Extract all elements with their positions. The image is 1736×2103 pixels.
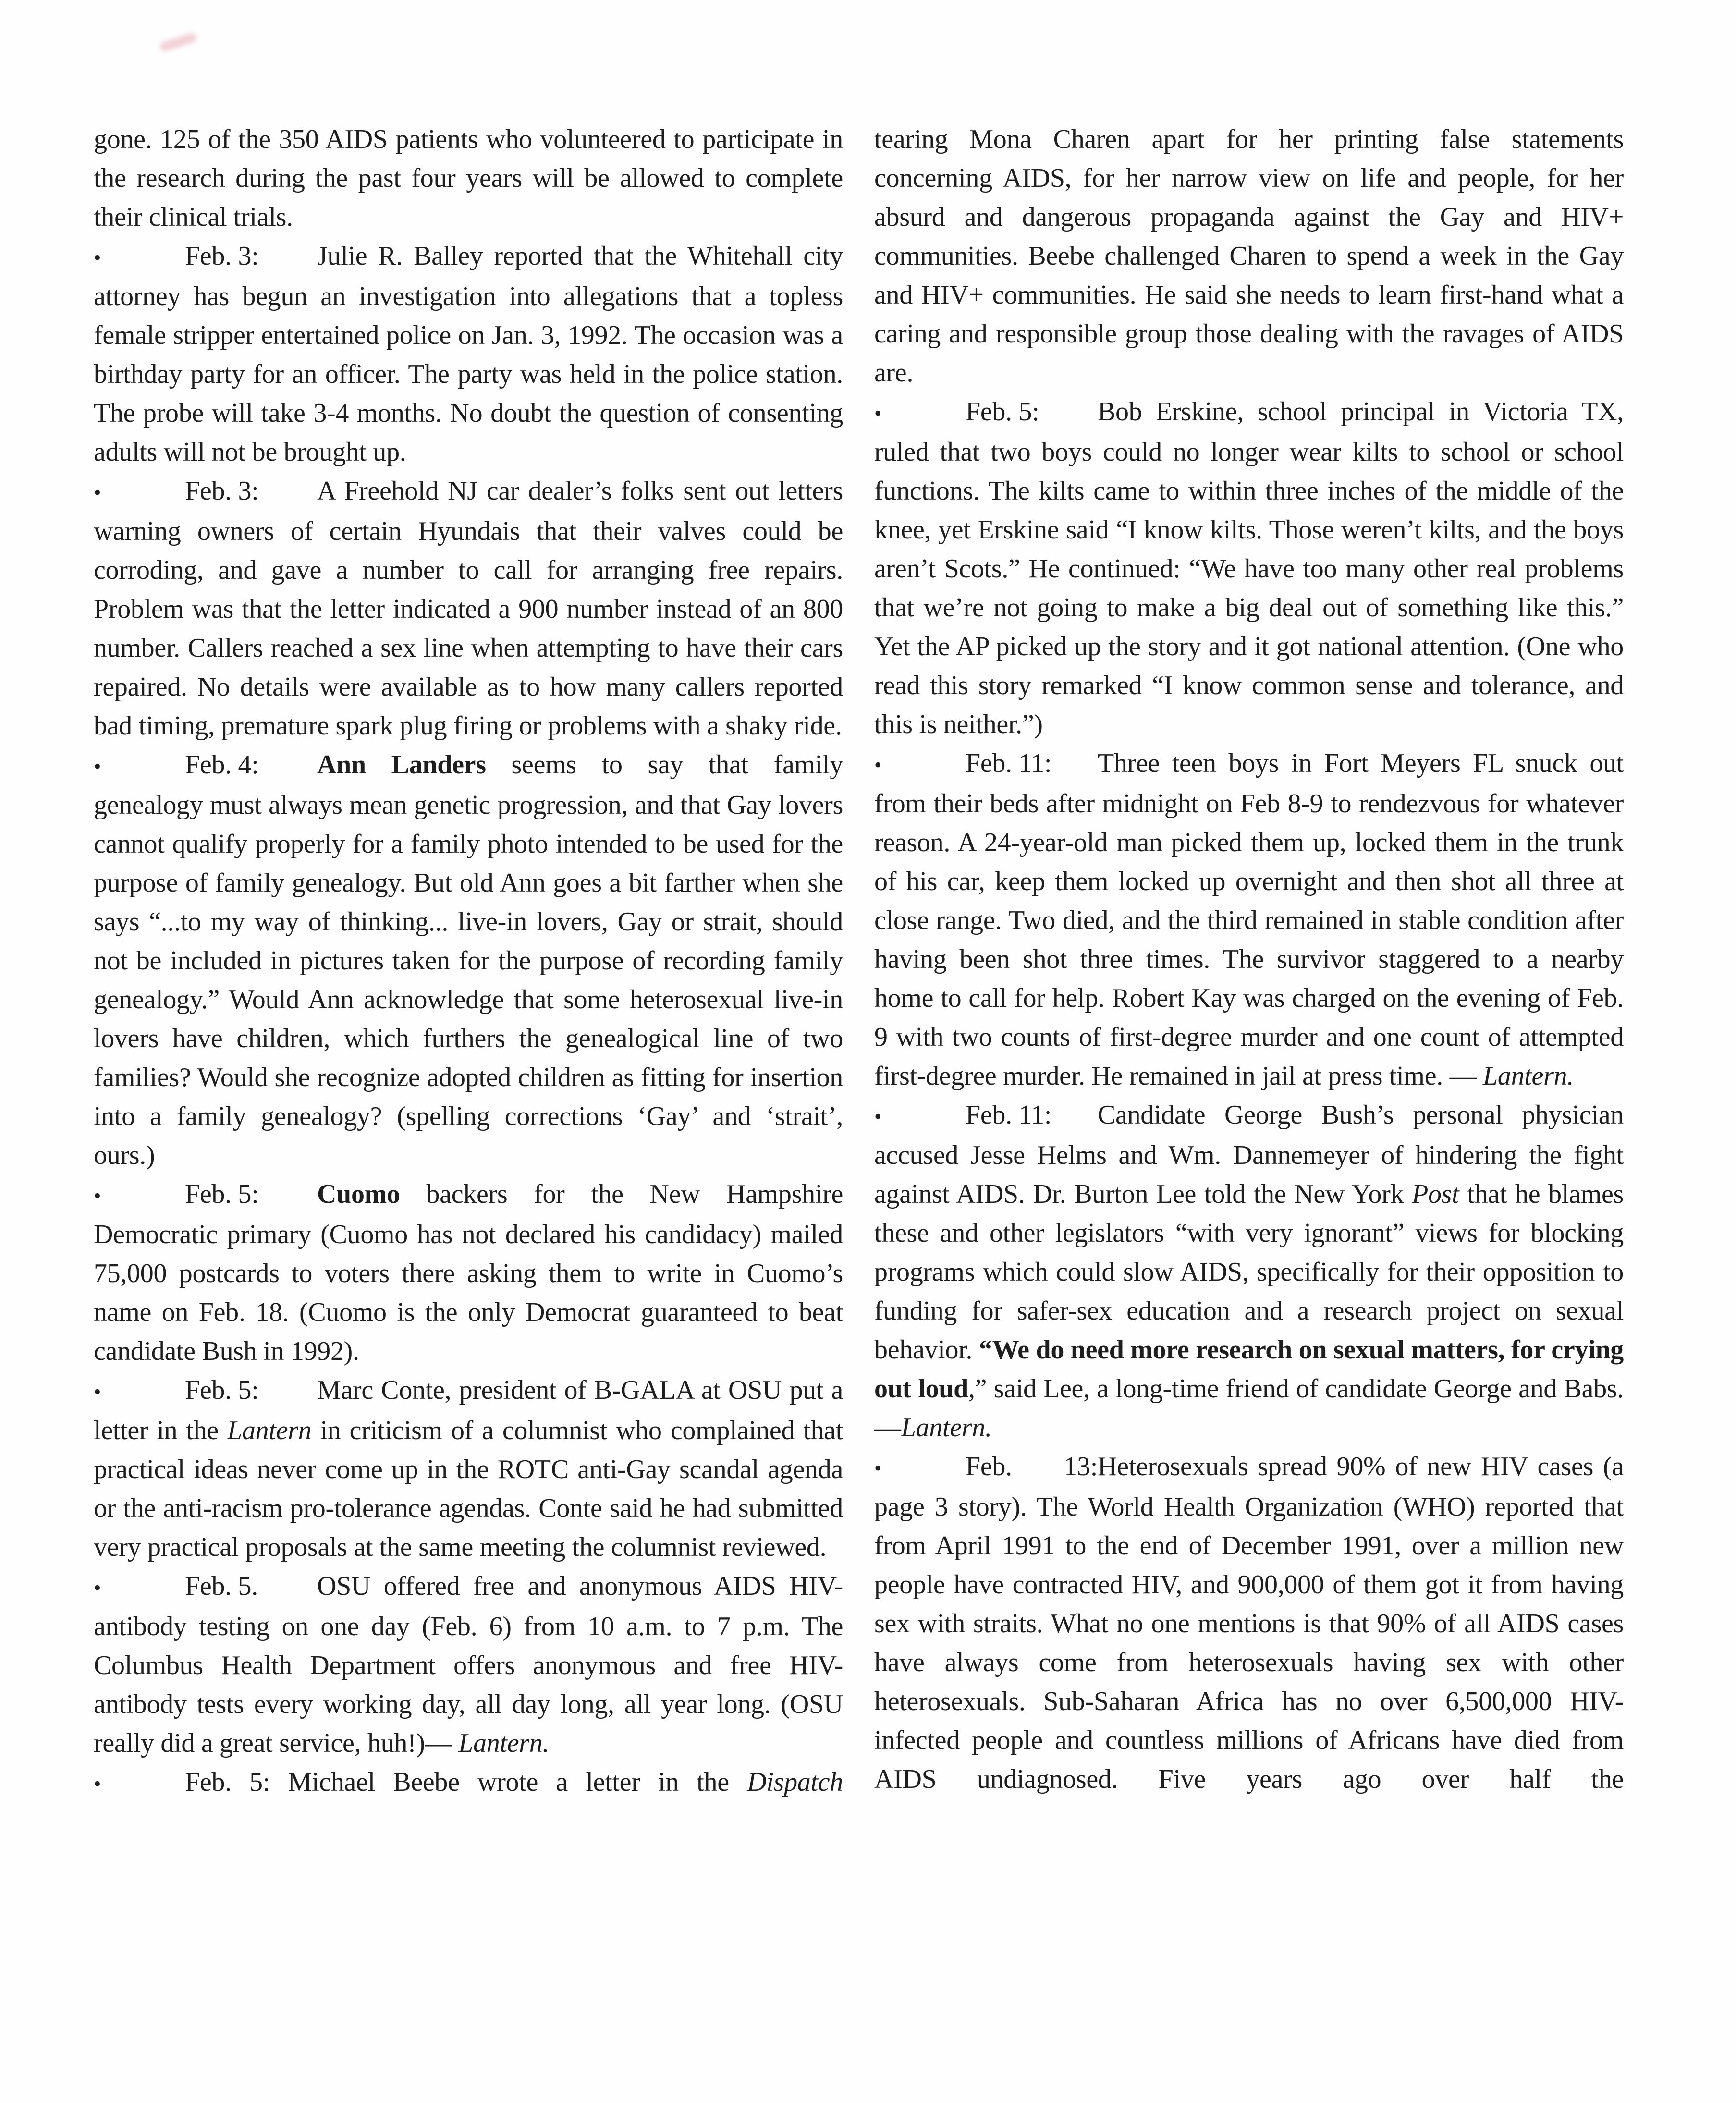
bullet-icon: • [874,1456,882,1480]
bullet-icon: • [94,1772,101,1796]
bullet-icon: • [874,753,882,777]
text-segment: backers for the New Hampshire Democratic primary (Cuomo has not declared his candidacy) mailed 75,000 postcards to voters there asking them to write in Cuomo’s name on Feb. 18. (Cuomo is the only Democrat guaranteed to beat candidate Bush in 1992). [94,1179,843,1366]
text-segment: Lantern [227,1416,312,1445]
date-marker: Feb. 11: [966,1100,1052,1130]
news-entry [874,744,1624,1096]
news-entry [94,1371,843,1567]
news-entry [94,472,843,746]
text-segment: Marc Conte, president of B-GALA at OSU put a letter in the [94,1375,843,1445]
text-segment: Lantern. [901,1413,992,1443]
bullet-icon: • [874,402,882,425]
text-segment: Ann Landers [317,750,486,780]
text-segment: OSU offered free and anonymous AIDS HIV-antibody testing on one day (Feb. 6) from 10 a.m. to 7 p.m. The Columbus Health Department offers anonymous and free HIV-antibody tests every working day, all day long, all year long. (OSU really did a great service, huh!)— [94,1571,843,1758]
date-marker: Feb. 11: [966,748,1052,778]
text-segment: Heterosexuals spread 90% of new HIV cases (a page 3 story). The World Health Organization (WHO) reported that from April 1991 to the end of December 1991, over a million new people have contracted HIV, and 900,000 of them got it from having sex with straits. What no one mentions is that 90% of all AIDS cases have always come from heterosexuals having sex with other heterosexuals. Sub-Saharan Africa has no over 6,500,000 HIV-infected people and countless millions of Africans have died from AIDS undiagnosed. Five years ago over half the [874,1452,1624,1794]
text-segment: Lantern. [1483,1061,1574,1091]
text-segment: seems to say that family genealogy must always mean genetic progression, and that Gay lovers cannot qualify properly for a family photo intended to be used for the purpose of family genealogy. But old Ann goes a bit farther when she says “...to my way of thinking... live-in lovers, Gay or strait, should not be included in pictures taken for the purpose of recording family genealogy.” Would Ann acknowledge that some heterosexual live-in lovers have children, which furthers the genealogical line of two families? Would she recognize adopted children as fitting for insertion into a family genealogy? (spelling corrections ‘Gay’ and ‘strait’, ours.) [94,750,844,1170]
date-marker: Feb. 3: [185,476,259,506]
bullet-icon: • [94,1184,101,1208]
text-segment: that he blames these and other legislators “with very ignorant” views for blocking programs which could slow AIDS, specifically for their opposition to funding for safer-sex education and a research project on sexual behavior. [874,1179,1624,1365]
column-left [94,120,843,1803]
date-marker: Feb. 5: [966,397,1039,427]
date-marker: Feb. 4: [185,750,259,780]
text-segment: in criticism of a columnist who complained that practical ideas never come up in the ROTC anti-Gay scandal agenda or the anti-racism pro-tolerance agendas. Conte said he had submitted very practical proposals at the same meeting the columnist reviewed. [94,1416,843,1562]
text-segment: gone. 125 of the 350 AIDS patients who volunteered to participate in the research during the past four years will be allowed to complete their clinical trials. [94,124,843,232]
date-marker: Feb. 13: [966,1452,1098,1481]
text-segment: Dispatch [747,1767,843,1797]
news-entry [94,120,843,237]
news-entry [94,746,843,1175]
text-segment: Cuomo [317,1179,400,1209]
text-segment: Feb. 5: Michael Beebe wrote a letter in the [185,1767,747,1797]
text-segment: Lantern. [458,1728,550,1758]
news-entry [874,1447,1624,1799]
bullet-icon: • [94,481,101,504]
news-entry [874,392,1624,744]
news-entry [874,1096,1624,1447]
column-right [874,120,1624,1803]
news-entry [94,1175,843,1371]
text-segment: A Freehold NJ car dealer’s folks sent out letters warning owners of certain Hyundais that their valves could be corroding, and gave a number to call for arranging free repairs. Problem was that the letter indicated a 900 number instead of an 800 number. Callers reached a sex line when attempting to have their cars repaired. No details were available as to how many callers reported bad timing, premature spark plug firing or problems with a shaky ride. [94,476,843,741]
date-marker: Feb. 5: [185,1179,259,1209]
bullet-icon: • [94,755,101,778]
news-entry [94,237,843,472]
bullet-icon: • [94,1380,101,1404]
date-marker: Feb. 3: [185,241,259,271]
text-columns [94,120,1624,1803]
bullet-icon: • [94,246,101,269]
date-marker: Feb. 5. [185,1571,258,1601]
text-segment: “We do need more research on sexual matters, for crying out loud [874,1335,1624,1404]
text-segment: Three teen boys in Fort Meyers FL snuck out from their beds after midnight on Feb 8-9 to rendezvous for whatever reason. A 24-year-old man picked them up, locked them in the trunk of his car, keep them locked up overnight and then shot all three at close range. Two died, and the third remained in stable condition after having been shot three times. The survivor staggered to a nearby home to call for help. Robert Kay was charged on the evening of Feb. 9 with two counts of first-degree murder and one count of attempted first-degree murder. He remained in jail at press time. — [874,748,1624,1091]
text-segment: Candidate George Bush’s personal physician accused Jesse Helms and Wm. Dannemeyer of hindering the fight against AIDS. Dr. Burton Lee told the New York [874,1100,1624,1209]
scan-smudge-artifact [159,32,197,52]
text-segment: ,” said Lee, a long-time friend of candidate George and Babs.— [874,1374,1624,1443]
date-marker: Feb. 5: [185,1375,259,1405]
bullet-icon: • [874,1105,882,1128]
text-segment: Julie R. Balley reported that the Whitehall city attorney has begun an investigation into allegations that a topless female stripper entertained police on Jan. 3, 1992. The occasion was a birthday party for an officer. The party was held in the police station. The probe will take 3-4 months. No doubt the question of consenting adults will not be brought up. [94,241,843,467]
news-entry [94,1763,843,1803]
text-segment: Bob Erskine, school principal in Victoria TX, ruled that two boys could no longer wear kilts to school or school functions. The kilts came to within three inches of the middle of the knee, yet Erskine said “I know kilts. Those weren’t kilts, and the boys aren’t Scots.” He continued: “We have too many other real problems that we’re not going to make a big deal out of something like this.” Yet the AP picked up the story and it got national attention. (One who read this story remarked “I know common sense and tolerance, and this is neither.”) [874,397,1624,739]
news-entry [874,120,1624,392]
text-segment: Post [1412,1179,1459,1209]
news-entry [94,1567,843,1763]
text-segment: tearing Mona Charen apart for her printing false statements concerning AIDS, for her narrow view on life and people, for her absurd and dangerous propaganda against the Gay and HIV+ communities. Beebe challenged Charen to spend a week in the Gay and HIV+ communities. He said she needs to learn first-hand what a caring and responsible group those dealing with the ravages of AIDS are. [874,124,1624,388]
bullet-icon: • [94,1576,101,1600]
